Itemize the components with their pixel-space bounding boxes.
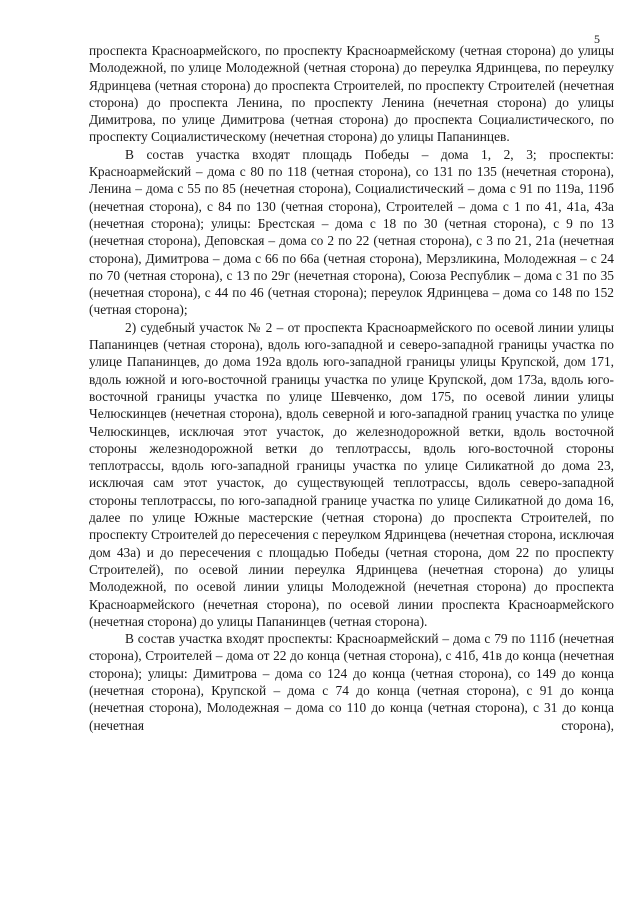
- paragraph-area-composition-2: В состав участка входят проспекты: Красноармейский – дома с 79 по 111б (нечетная сторона), Строителей – дома от 22 до конца (четная сторона), с 41б, 41в до конца (нечетная сторона); улицы: Димитрова – дома со 124 до конца (четная сторона), со 149 до конца (нечетная сторона), Крупской – дома с 74 до конца (четная сторона), с 91 до конца (нечетная сторона), Молодежная – дома со 110 до конца (четная сторона), с 31 до конца (нечетная сторона),: [89, 631, 614, 733]
- page-number: 5: [594, 32, 600, 46]
- paragraph-court-district-2: 2) судебный участок № 2 – от проспекта Красноармейского по осевой линии улицы Папанинцев (четная сторона), вдоль юго-западной и северо-западной границы участка по улице Папанинцев, до дома 192а вдоль юго-западной границы улицы Крупской, дом 171, вдоль южной и юго-восточной границы участка по улице Крупской, дом 173а, вдоль юго-восточной границы участка по улице Шевченко, дом 175, по осевой линии улицы Челюскинцев (нечетная сторона), вдоль северной и юго-западной границ участка по улице Челюскинцев, исключая этот участок, до железнодорожной ветки, вдоль восточной стороны железнодорожной ветки до теплотрассы, вдоль юго-восточной стороны теплотрассы, вдоль юго-западной границы участка по улице Силикатной до дома 23, исключая сам этот участок, до существующей теплотрассы, вдоль северо-западной стороны теплотрассы, по юго-западной границе участка по улице Силикатной до дома 16, далее по улице Южные мастерские (четная сторона) до проспекта Строителей, по проспекту Строителей до пересечения с переулком Ядринцева (нечетная сторона, исключая дом 43а) и до пересечения с площадью Победы (четная сторона, дом 22 по проспекту Строителей), по осевой линии переулка Ядринцева (нечетная сторона) до улицы Молодежной, по осевой линии улицы Молодежной (нечетная сторона) до проспекта Красноармейского (нечетная сторона), по осевой линии проспекта Красноармейского (нечетная сторона) до улицы Папанинцев (четная сторона).: [89, 319, 614, 629]
- paragraph-area-composition-1: В состав участка входят площадь Победы – дома 1, 2, 3; проспекты: Красноармейский – дома с 80 по 118 (четная сторона), со 131 по 135 (нечетная сторона), Ленина – дома с 55 по 85 (нечетная сторона), Социалистический – дома с 91 по 119а, 119б (нечетная сторона), с 84 по 130 (четная сторона), Строителей – дома с 1 по 41, 41а, 43а (нечетная сторона); улицы: Брестская – дома с 18 по 30 (четная сторона), с 9 по 13 (нечетная сторона), Деповская – дома со 2 по 22 (четная сторона), с 3 по 21, 21а (нечетная сторона), Димитрова – дома с 66 по 66а (четная сторона), Мерзликина, Молодежная – с 24 по 70 (четная сторона), с 13 по 29г (нечетная сторона), Союза Республик – дома с 31 по 35 (нечетная сторона), с 44 по 46 (четная сторона); переулок Ядринцева – дома со 148 по 152 (четная сторона);: [89, 146, 614, 318]
- paragraph-boundary-continuation: проспекта Красноармейского, по проспекту Красноармейскому (четная сторона) до улицы Молодежной, по улице Молодежной (четная сторона) до переулка Ядринцева, по переулку Ядринцева (четная сторона) до проспекта Строителей, по проспекту Строителей (нечетная сторона) до проспекта Ленина, по проспекту Ленина (нечетная сторона) до улицы Димитрова, по улице Димитрова (четная сторона) до проспекта Социалистического, по проспекту Социалистическому (нечетная сторона) до улицы Папанинцев.: [89, 43, 614, 145]
- document-body: [89, 42, 614, 734]
